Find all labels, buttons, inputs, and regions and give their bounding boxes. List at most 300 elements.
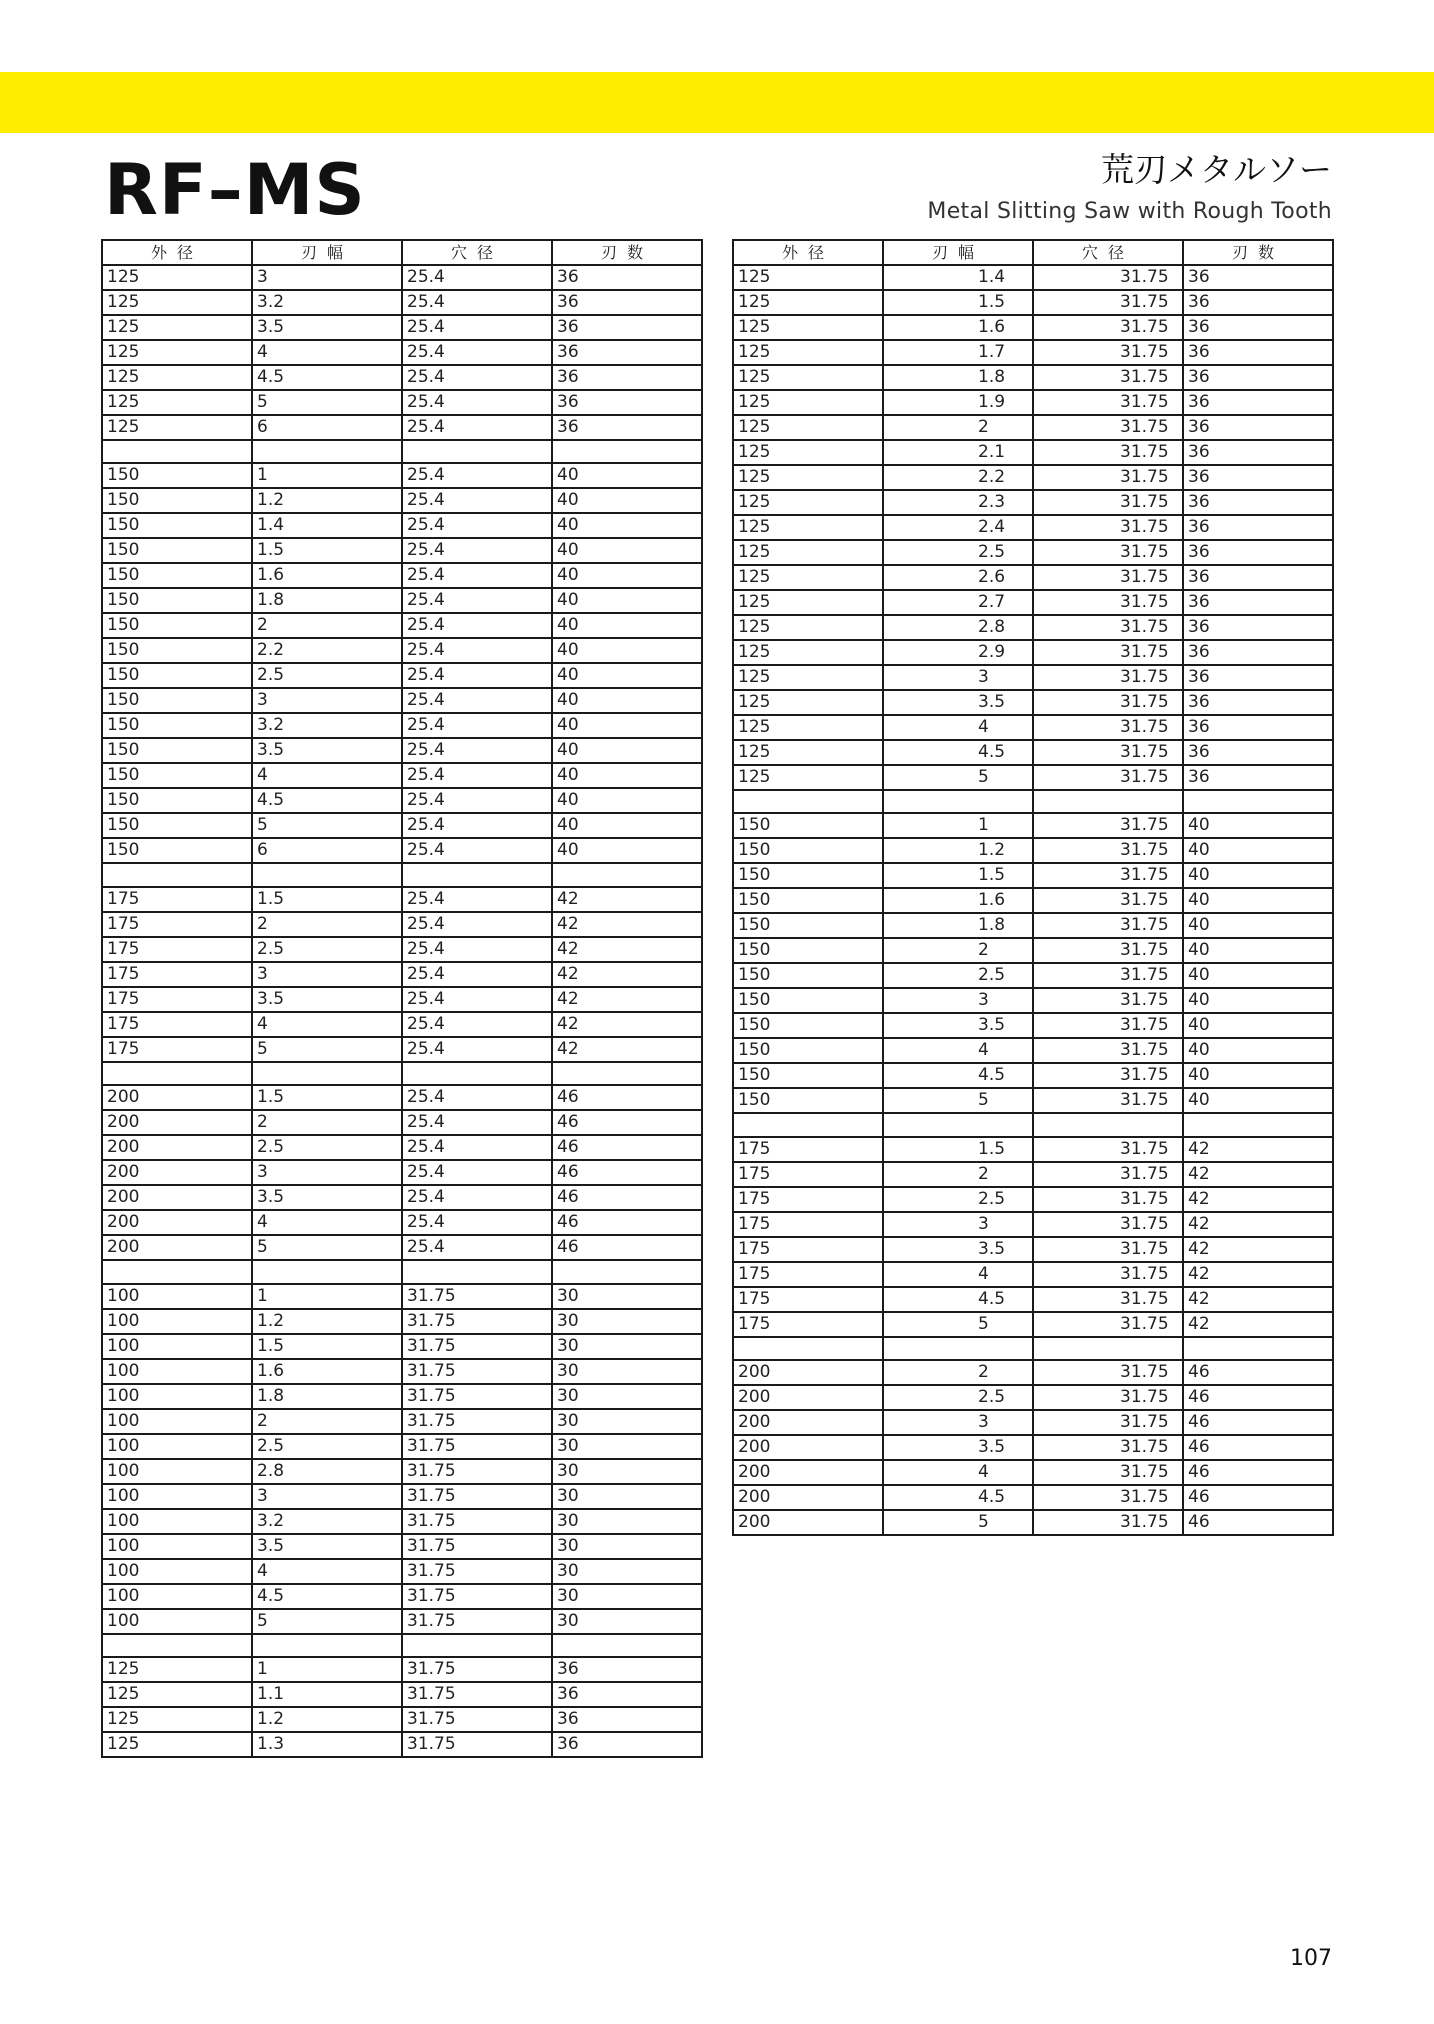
header-bore-diameter: 穴径 [1033, 240, 1183, 265]
cell-blade-width: 1.5 [252, 538, 402, 563]
cell-blade-width: 4.5 [883, 1063, 1033, 1088]
cell-bore-diameter: 25.4 [402, 315, 552, 340]
cell-blade-width: 3 [252, 962, 402, 987]
table-row [733, 515, 1333, 540]
cell-outer-diameter: 200 [102, 1135, 252, 1160]
cell-tooth-count: 42 [552, 962, 702, 987]
table-row [102, 688, 702, 713]
table-row [102, 1284, 702, 1309]
cell-tooth-count: 36 [1183, 665, 1333, 690]
table-row [102, 1584, 702, 1609]
table-row [733, 415, 1333, 440]
cell-blade-width: 2 [883, 1162, 1033, 1187]
cell-tooth-count: 40 [552, 588, 702, 613]
table-row [733, 1063, 1333, 1088]
cell-bore-diameter: 31.75 [1033, 265, 1183, 290]
cell-bore-diameter: 31.75 [402, 1732, 552, 1757]
cell-outer-diameter: 125 [102, 390, 252, 415]
cell-outer-diameter: 125 [733, 415, 883, 440]
cell-outer-diameter: 175 [733, 1312, 883, 1337]
cell-outer-diameter [733, 1113, 883, 1136]
cell-blade-width: 4 [252, 763, 402, 788]
cell-bore-diameter: 25.4 [402, 1185, 552, 1210]
table-row [733, 938, 1333, 963]
header-tooth-count: 刃数 [552, 240, 702, 265]
cell-blade-width: 3.5 [252, 1185, 402, 1210]
table-row [733, 640, 1333, 665]
cell-bore-diameter: 25.4 [402, 1110, 552, 1135]
product-code: RF–MS [104, 149, 366, 231]
cell-bore-diameter: 31.75 [1033, 988, 1183, 1013]
cell-tooth-count: 36 [1183, 365, 1333, 390]
cell-tooth-count: 36 [1183, 415, 1333, 440]
cell-outer-diameter: 125 [733, 490, 883, 515]
cell-blade-width: 4 [252, 1559, 402, 1584]
cell-bore-diameter: 25.4 [402, 838, 552, 863]
table-row [102, 1682, 702, 1707]
cell-outer-diameter: 200 [102, 1210, 252, 1235]
table-row [102, 638, 702, 663]
cell-outer-diameter [102, 440, 252, 463]
cell-blade-width: 5 [252, 1609, 402, 1634]
cell-bore-diameter: 31.75 [402, 1682, 552, 1707]
table-row [733, 365, 1333, 390]
cell-blade-width: 5 [252, 390, 402, 415]
cell-tooth-count: 30 [552, 1534, 702, 1559]
cell-blade-width: 3 [883, 665, 1033, 690]
cell-bore-diameter: 31.75 [402, 1707, 552, 1732]
cell-blade-width: 1.2 [252, 1707, 402, 1732]
cell-outer-diameter: 125 [733, 615, 883, 640]
cell-outer-diameter: 150 [102, 613, 252, 638]
cell-tooth-count: 30 [552, 1459, 702, 1484]
cell-bore-diameter: 25.4 [402, 962, 552, 987]
cell-blade-width: 4 [252, 1012, 402, 1037]
table-row [733, 265, 1333, 290]
cell-tooth-count: 42 [1183, 1262, 1333, 1287]
cell-tooth-count: 30 [552, 1284, 702, 1309]
cell-bore-diameter: 31.75 [1033, 1287, 1183, 1312]
cell-bore-diameter: 31.75 [1033, 1410, 1183, 1435]
cell-bore-diameter: 31.75 [1033, 1237, 1183, 1262]
cell-blade-width: 3.5 [252, 987, 402, 1012]
cell-bore-diameter: 25.4 [402, 1012, 552, 1037]
cell-bore-diameter: 31.75 [1033, 565, 1183, 590]
cell-blade-width: 3.5 [883, 1435, 1033, 1460]
table-row [102, 563, 702, 588]
cell-bore-diameter: 31.75 [402, 1284, 552, 1309]
cell-tooth-count: 42 [1183, 1187, 1333, 1212]
cell-blade-width: 5 [883, 765, 1033, 790]
cell-tooth-count: 30 [552, 1384, 702, 1409]
cell-tooth-count: 40 [1183, 1088, 1333, 1113]
cell-blade-width: 2.8 [252, 1459, 402, 1484]
cell-bore-diameter: 25.4 [402, 415, 552, 440]
cell-tooth-count: 46 [552, 1235, 702, 1260]
table-row [102, 463, 702, 488]
cell-blade-width: 1.5 [883, 1137, 1033, 1162]
table-row [733, 1485, 1333, 1510]
cell-blade-width: 2.5 [883, 963, 1033, 988]
cell-outer-diameter: 200 [102, 1185, 252, 1210]
cell-bore-diameter: 25.4 [402, 290, 552, 315]
cell-outer-diameter: 150 [102, 563, 252, 588]
cell-outer-diameter: 125 [102, 315, 252, 340]
cell-bore-diameter: 31.75 [1033, 315, 1183, 340]
cell-blade-width: 3.5 [252, 315, 402, 340]
cell-outer-diameter: 200 [102, 1235, 252, 1260]
cell-outer-diameter: 125 [102, 1682, 252, 1707]
cell-outer-diameter: 125 [733, 440, 883, 465]
cell-tooth-count: 36 [552, 1657, 702, 1682]
cell-tooth-count: 40 [552, 638, 702, 663]
cell-tooth-count: 46 [552, 1135, 702, 1160]
cell-tooth-count: 40 [1183, 888, 1333, 913]
cell-blade-width [252, 1634, 402, 1657]
cell-tooth-count: 30 [552, 1309, 702, 1334]
cell-outer-diameter: 125 [733, 515, 883, 540]
cell-bore-diameter: 31.75 [402, 1309, 552, 1334]
cell-outer-diameter: 100 [102, 1459, 252, 1484]
table-row [102, 987, 702, 1012]
cell-tooth-count: 36 [1183, 590, 1333, 615]
cell-tooth-count [1183, 790, 1333, 813]
cell-blade-width [883, 790, 1033, 813]
cell-outer-diameter: 150 [733, 888, 883, 913]
cell-bore-diameter [402, 1062, 552, 1085]
cell-outer-diameter: 150 [102, 488, 252, 513]
cell-bore-diameter: 31.75 [1033, 590, 1183, 615]
table-row [733, 340, 1333, 365]
cell-bore-diameter: 31.75 [1033, 340, 1183, 365]
cell-bore-diameter: 31.75 [402, 1584, 552, 1609]
cell-tooth-count: 40 [1183, 813, 1333, 838]
cell-outer-diameter: 125 [733, 640, 883, 665]
cell-bore-diameter: 25.4 [402, 390, 552, 415]
cell-outer-diameter: 175 [733, 1187, 883, 1212]
table-row [733, 1113, 1333, 1136]
cell-bore-diameter: 31.75 [402, 1434, 552, 1459]
cell-tooth-count [552, 440, 702, 463]
cell-blade-width [252, 440, 402, 463]
table-row [733, 765, 1333, 790]
cell-bore-diameter: 31.75 [1033, 690, 1183, 715]
cell-bore-diameter: 31.75 [1033, 715, 1183, 740]
cell-blade-width: 4 [252, 1210, 402, 1235]
cell-blade-width: 1 [883, 813, 1033, 838]
cell-tooth-count: 36 [1183, 440, 1333, 465]
table-row [102, 1484, 702, 1509]
cell-tooth-count: 42 [1183, 1312, 1333, 1337]
cell-tooth-count: 30 [552, 1409, 702, 1434]
cell-outer-diameter: 125 [102, 1732, 252, 1757]
cell-tooth-count: 42 [1183, 1162, 1333, 1187]
cell-bore-diameter: 31.75 [1033, 938, 1183, 963]
cell-bore-diameter: 25.4 [402, 1037, 552, 1062]
cell-tooth-count: 42 [552, 937, 702, 962]
table-row [102, 663, 702, 688]
cell-blade-width: 2 [883, 415, 1033, 440]
cell-outer-diameter: 125 [733, 590, 883, 615]
cell-bore-diameter: 31.75 [1033, 1460, 1183, 1485]
cell-blade-width: 1.6 [883, 315, 1033, 340]
cell-bore-diameter: 25.4 [402, 588, 552, 613]
table-row [102, 1534, 702, 1559]
cell-bore-diameter: 31.75 [1033, 1385, 1183, 1410]
table-header-row [102, 240, 702, 265]
table-row [102, 315, 702, 340]
cell-outer-diameter: 100 [102, 1359, 252, 1384]
cell-outer-diameter: 125 [102, 365, 252, 390]
cell-bore-diameter: 31.75 [1033, 813, 1183, 838]
cell-blade-width: 3 [252, 688, 402, 713]
cell-blade-width: 3.5 [883, 1237, 1033, 1262]
cell-bore-diameter: 31.75 [1033, 1137, 1183, 1162]
cell-tooth-count: 36 [552, 315, 702, 340]
cell-blade-width: 2.5 [883, 540, 1033, 565]
table-row [102, 390, 702, 415]
cell-outer-diameter: 150 [102, 588, 252, 613]
cell-blade-width: 1.5 [883, 290, 1033, 315]
cell-blade-width: 2.5 [252, 663, 402, 688]
cell-outer-diameter: 125 [733, 690, 883, 715]
cell-bore-diameter: 25.4 [402, 912, 552, 937]
cell-tooth-count: 40 [552, 563, 702, 588]
cell-blade-width: 3.5 [883, 690, 1033, 715]
table-row [102, 1085, 702, 1110]
cell-blade-width [883, 1113, 1033, 1136]
cell-blade-width: 1.6 [883, 888, 1033, 913]
cell-tooth-count: 46 [552, 1185, 702, 1210]
table-row [733, 1287, 1333, 1312]
header-outer-diameter: 外径 [733, 240, 883, 265]
table-row [102, 488, 702, 513]
cell-outer-diameter [102, 1634, 252, 1657]
cell-tooth-count: 46 [1183, 1435, 1333, 1460]
cell-outer-diameter: 200 [733, 1435, 883, 1460]
cell-tooth-count: 40 [552, 838, 702, 863]
cell-bore-diameter: 31.75 [1033, 863, 1183, 888]
cell-tooth-count: 30 [552, 1434, 702, 1459]
cell-blade-width: 1 [252, 1284, 402, 1309]
table-row [733, 1410, 1333, 1435]
cell-outer-diameter: 125 [733, 715, 883, 740]
cell-bore-diameter: 25.4 [402, 937, 552, 962]
cell-blade-width: 1.7 [883, 340, 1033, 365]
cell-bore-diameter [402, 863, 552, 886]
cell-tooth-count: 36 [1183, 565, 1333, 590]
cell-bore-diameter: 31.75 [1033, 1013, 1183, 1038]
cell-outer-diameter: 125 [733, 390, 883, 415]
cell-outer-diameter [102, 1062, 252, 1085]
cell-tooth-count: 42 [1183, 1287, 1333, 1312]
cell-bore-diameter: 31.75 [1033, 440, 1183, 465]
cell-outer-diameter: 150 [102, 738, 252, 763]
table-row [733, 1312, 1333, 1337]
cell-bore-diameter: 31.75 [1033, 540, 1183, 565]
table-row [102, 1509, 702, 1534]
cell-bore-diameter: 31.75 [1033, 1312, 1183, 1337]
spec-table-left [101, 239, 703, 1758]
cell-tooth-count: 40 [1183, 938, 1333, 963]
table-row [102, 1609, 702, 1634]
cell-outer-diameter: 200 [102, 1085, 252, 1110]
cell-tooth-count: 40 [552, 713, 702, 738]
cell-tooth-count: 36 [1183, 315, 1333, 340]
cell-blade-width: 1.5 [252, 887, 402, 912]
cell-tooth-count: 36 [1183, 490, 1333, 515]
cell-outer-diameter: 125 [102, 290, 252, 315]
cell-blade-width: 4.5 [883, 1287, 1033, 1312]
table-row [102, 1135, 702, 1160]
cell-bore-diameter: 31.75 [1033, 290, 1183, 315]
cell-bore-diameter: 31.75 [402, 1484, 552, 1509]
cell-blade-width: 4.5 [883, 1485, 1033, 1510]
table-row [733, 888, 1333, 913]
cell-outer-diameter: 200 [102, 1110, 252, 1135]
cell-tooth-count: 36 [1183, 715, 1333, 740]
cell-bore-diameter: 31.75 [1033, 1038, 1183, 1063]
table-row [733, 1162, 1333, 1187]
table-row [102, 863, 702, 886]
cell-bore-diameter: 25.4 [402, 538, 552, 563]
table-row [102, 588, 702, 613]
cell-outer-diameter: 150 [733, 863, 883, 888]
cell-tooth-count: 42 [552, 987, 702, 1012]
cell-tooth-count: 30 [552, 1509, 702, 1534]
cell-blade-width: 2.8 [883, 615, 1033, 640]
cell-outer-diameter: 150 [102, 638, 252, 663]
cell-tooth-count: 36 [1183, 765, 1333, 790]
cell-blade-width: 5 [883, 1312, 1033, 1337]
cell-outer-diameter: 150 [733, 963, 883, 988]
cell-tooth-count: 36 [1183, 390, 1333, 415]
cell-outer-diameter: 100 [102, 1584, 252, 1609]
cell-tooth-count: 36 [1183, 465, 1333, 490]
table-row [102, 1309, 702, 1334]
cell-bore-diameter: 31.75 [1033, 1162, 1183, 1187]
table-row [102, 1359, 702, 1384]
table-row [733, 790, 1333, 813]
cell-blade-width: 2.5 [883, 1385, 1033, 1410]
table-row [733, 1187, 1333, 1212]
table-row [102, 1235, 702, 1260]
cell-tooth-count: 36 [1183, 265, 1333, 290]
cell-tooth-count: 46 [1183, 1385, 1333, 1410]
cell-blade-width: 2.4 [883, 515, 1033, 540]
table-row [102, 887, 702, 912]
table-row [733, 913, 1333, 938]
cell-bore-diameter [402, 1634, 552, 1657]
cell-blade-width: 2.5 [252, 937, 402, 962]
cell-tooth-count: 36 [552, 390, 702, 415]
cell-outer-diameter: 125 [733, 465, 883, 490]
table-row [102, 1110, 702, 1135]
cell-blade-width: 5 [252, 1235, 402, 1260]
cell-blade-width: 1.4 [252, 513, 402, 538]
cell-outer-diameter: 125 [733, 740, 883, 765]
cell-blade-width [252, 863, 402, 886]
table-row [102, 788, 702, 813]
cell-tooth-count: 30 [552, 1334, 702, 1359]
cell-bore-diameter: 31.75 [1033, 390, 1183, 415]
cell-blade-width: 4.5 [252, 365, 402, 390]
cell-outer-diameter: 125 [733, 340, 883, 365]
cell-blade-width: 4.5 [883, 740, 1033, 765]
table-row [102, 1657, 702, 1682]
cell-tooth-count: 30 [552, 1584, 702, 1609]
cell-bore-diameter: 31.75 [402, 1559, 552, 1584]
cell-outer-diameter: 150 [733, 913, 883, 938]
cell-bore-diameter: 31.75 [1033, 365, 1183, 390]
cell-bore-diameter: 31.75 [402, 1459, 552, 1484]
cell-blade-width: 2 [883, 1360, 1033, 1385]
cell-outer-diameter [733, 1337, 883, 1360]
cell-outer-diameter: 100 [102, 1334, 252, 1359]
cell-bore-diameter: 31.75 [1033, 1360, 1183, 1385]
cell-tooth-count: 40 [552, 613, 702, 638]
cell-tooth-count: 42 [1183, 1212, 1333, 1237]
cell-bore-diameter: 31.75 [1033, 1063, 1183, 1088]
cell-bore-diameter: 25.4 [402, 788, 552, 813]
table-row [102, 838, 702, 863]
table-row [102, 813, 702, 838]
cell-outer-diameter: 150 [733, 1013, 883, 1038]
cell-tooth-count: 42 [1183, 1137, 1333, 1162]
cell-bore-diameter: 25.4 [402, 265, 552, 290]
cell-outer-diameter: 175 [102, 1012, 252, 1037]
cell-outer-diameter: 175 [102, 912, 252, 937]
cell-bore-diameter: 25.4 [402, 638, 552, 663]
table-row [102, 265, 702, 290]
cell-tooth-count: 36 [552, 340, 702, 365]
cell-tooth-count: 30 [552, 1359, 702, 1384]
cell-blade-width [883, 1337, 1033, 1360]
cell-tooth-count: 40 [552, 663, 702, 688]
cell-outer-diameter: 150 [733, 1038, 883, 1063]
cell-outer-diameter: 150 [102, 838, 252, 863]
table-row [102, 912, 702, 937]
cell-tooth-count [1183, 1113, 1333, 1136]
cell-outer-diameter: 100 [102, 1609, 252, 1634]
table-row [733, 715, 1333, 740]
product-title-english: Metal Slitting Saw with Rough Tooth [927, 199, 1332, 224]
cell-outer-diameter: 125 [102, 340, 252, 365]
table-row [733, 1088, 1333, 1113]
cell-blade-width: 2.5 [883, 1187, 1033, 1212]
cell-bore-diameter [402, 1260, 552, 1283]
table-row [733, 690, 1333, 715]
header-tooth-count: 刃数 [1183, 240, 1333, 265]
table-row [102, 1707, 702, 1732]
cell-outer-diameter: 175 [733, 1212, 883, 1237]
table-row [102, 713, 702, 738]
cell-outer-diameter [102, 863, 252, 886]
cell-outer-diameter: 175 [102, 1037, 252, 1062]
cell-tooth-count: 40 [1183, 1038, 1333, 1063]
cell-blade-width: 2.5 [252, 1135, 402, 1160]
cell-outer-diameter: 125 [733, 765, 883, 790]
cell-blade-width: 3.2 [252, 1509, 402, 1534]
table-row [733, 1360, 1333, 1385]
cell-outer-diameter: 125 [733, 265, 883, 290]
cell-blade-width: 5 [252, 813, 402, 838]
table-row [733, 565, 1333, 590]
cell-tooth-count: 36 [1183, 640, 1333, 665]
cell-bore-diameter [1033, 790, 1183, 813]
cell-outer-diameter: 150 [733, 938, 883, 963]
table-row [733, 1013, 1333, 1038]
